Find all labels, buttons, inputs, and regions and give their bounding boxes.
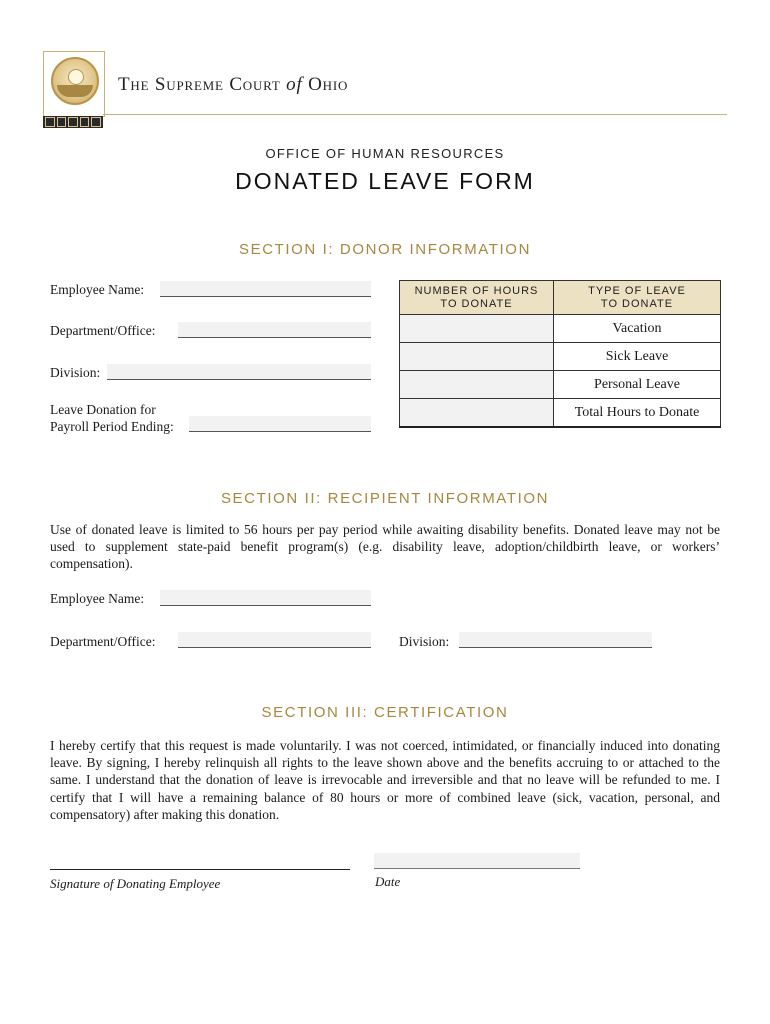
certification-text: I hereby certify that this request is made voluntarily. I was not coerced, intimidated, or financially induced into donating leave. By signing, I hereby relinquish all rights to the leave shown above and the benefits accruing to or attached to the same. I understand that the donation of leave is irrevocable and irreversible and that no leave will be refunded to me. I certify that I will have a remaining balance of 80 hours or more of combined leave (sick, vacation, personal, and compensatory) after making this donation. bbox=[50, 738, 720, 822]
header-divider bbox=[103, 114, 727, 115]
leave-type-cell: Total Hours to Donate bbox=[554, 399, 721, 428]
donor-division-label: Division: bbox=[50, 365, 101, 380]
recipient-employee-name-label: Employee Name: bbox=[50, 591, 145, 606]
section-2-title: SECTION II: RECIPIENT INFORMATION bbox=[220, 490, 550, 507]
donor-division-field[interactable] bbox=[107, 364, 371, 380]
office-name: OFFICE OF HUMAN RESOURCES bbox=[265, 146, 505, 161]
recipient-division-label: Division: bbox=[399, 634, 450, 649]
leave-type-cell: Personal Leave bbox=[554, 371, 721, 399]
donor-department-label: Department/Office: bbox=[50, 323, 156, 338]
leave-donation-label-1: Leave Donation for bbox=[50, 402, 156, 417]
leave-donation-label-2: Payroll Period Ending: bbox=[50, 419, 174, 434]
section-1-title: SECTION I: DONOR INFORMATION bbox=[238, 241, 532, 258]
donor-employee-name-field[interactable] bbox=[160, 281, 371, 297]
leave-type-cell: Sick Leave bbox=[554, 343, 721, 371]
section-3-title: SECTION III: CERTIFICATION bbox=[261, 704, 509, 721]
leave-type-cell: Vacation bbox=[554, 315, 721, 343]
page-title: DONATED LEAVE FORM bbox=[235, 168, 535, 194]
court-name: The Supreme Court of Ohio bbox=[118, 74, 349, 95]
recipient-note: Use of donated leave is limited to 56 hours per pay period while awaiting disability benefits. Donated leave may not be used to supplement state-paid benefit program(s) (e.g. disability leave, adoption/childbirth leave, or workers’ compensation). bbox=[50, 522, 720, 572]
sick-leave-hours-input[interactable] bbox=[400, 343, 554, 371]
signature-field[interactable] bbox=[50, 869, 350, 870]
recipient-department-field[interactable] bbox=[178, 632, 371, 648]
donor-department-field[interactable] bbox=[178, 322, 371, 338]
recipient-department-label: Department/Office: bbox=[50, 634, 156, 649]
seal-icon bbox=[51, 57, 99, 105]
table-row bbox=[400, 315, 721, 343]
greek-key-border bbox=[43, 116, 103, 128]
court-seal-logo bbox=[43, 51, 105, 117]
recipient-division-field[interactable] bbox=[459, 632, 652, 648]
sun-icon bbox=[68, 69, 84, 85]
vacation-hours-input[interactable] bbox=[400, 315, 554, 343]
payroll-period-ending-field[interactable] bbox=[189, 416, 371, 432]
table-row bbox=[400, 399, 721, 428]
table-row bbox=[400, 371, 721, 399]
type-column-header: TYPE OF LEAVE TO DONATE bbox=[554, 281, 721, 315]
recipient-employee-name-field[interactable] bbox=[160, 590, 371, 606]
hours-column-header: NUMBER OF HOURS TO DONATE bbox=[400, 281, 554, 315]
leave-donation-table bbox=[399, 280, 721, 428]
total-hours-input[interactable] bbox=[400, 399, 554, 428]
table-row bbox=[400, 343, 721, 371]
signature-label: Signature of Donating Employee bbox=[50, 876, 221, 891]
landscape-icon bbox=[57, 85, 93, 97]
date-field[interactable] bbox=[374, 853, 580, 869]
personal-leave-hours-input[interactable] bbox=[400, 371, 554, 399]
date-label: Date bbox=[375, 874, 401, 889]
donor-employee-name-label: Employee Name: bbox=[50, 282, 145, 297]
